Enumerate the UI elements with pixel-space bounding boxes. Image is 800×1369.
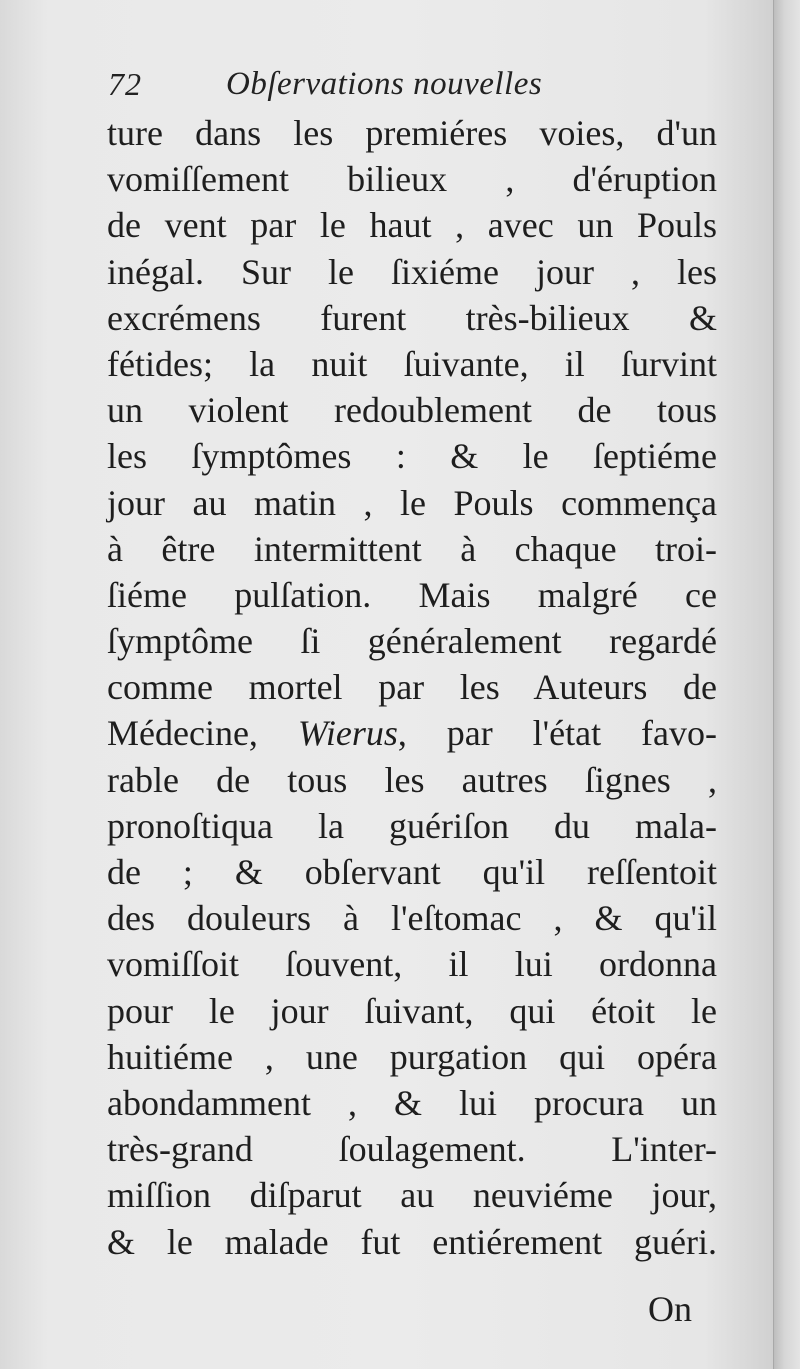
- text-line: vomiſſement bilieux , d'éruption: [107, 159, 717, 200]
- text-line: pour le jour ſuivant, qui étoit le: [107, 990, 717, 1031]
- text-line: huitiéme , une purgation qui opéra: [107, 1036, 717, 1077]
- text-line: rable de tous les autres ſignes ,: [107, 759, 717, 800]
- text-line: les ſymptômes : & le ſeptiéme: [107, 436, 717, 477]
- text-line: comme mortel par les Auteurs de: [107, 667, 717, 708]
- text-line: très-grand ſoulagement. L'inter-: [107, 1129, 717, 1170]
- page-header: [108, 66, 628, 110]
- italic-name: Wierus: [297, 713, 398, 754]
- text-line: & le malade fut entiérement guéri.: [107, 1221, 717, 1262]
- text-line: de vent par le haut , avec un Pouls: [107, 205, 717, 246]
- page-number: 72: [108, 66, 142, 102]
- text-segment: Médecine,: [107, 713, 298, 754]
- text-line: des douleurs à l'eſtomac , & qu'il: [107, 898, 717, 939]
- text-line: ture dans les premiéres voies, d'un: [107, 113, 717, 153]
- catchword: On: [648, 1289, 692, 1329]
- page-gutter: [773, 0, 800, 1369]
- text-line: jour au matin , le Pouls commença: [107, 482, 717, 523]
- text-line: excrémens furent très-bilieux &: [107, 297, 717, 338]
- text-line: à être intermittent à chaque troi-: [107, 528, 717, 569]
- text-segment: , par l'état favo-: [397, 713, 717, 754]
- text-line: abondamment , & lui procura un: [107, 1082, 717, 1123]
- text-line-with-italic: [107, 710, 717, 756]
- text-line: un violent redoublement de tous: [107, 390, 717, 431]
- running-title: Obſervations nouvelles: [226, 66, 543, 102]
- text-line: pronoſtiqua la guériſon du mala-: [107, 805, 717, 846]
- text-line: vomiſſoit ſouvent, il lui ordonna: [107, 944, 717, 985]
- text-line: ſiéme pulſation. Mais malgré ce: [107, 574, 717, 615]
- text-line: miſſion diſparut au neuviéme jour,: [107, 1175, 717, 1216]
- text-line: ſymptôme ſi généralement regardé: [107, 621, 717, 662]
- text-line: de ; & obſervant qu'il reſſentoit: [107, 852, 717, 892]
- body-text: [107, 110, 717, 1265]
- text-line: fétides; la nuit ſuivante, il ſurvint: [107, 343, 717, 384]
- text-line: inégal. Sur le ſixiéme jour , les: [107, 251, 717, 292]
